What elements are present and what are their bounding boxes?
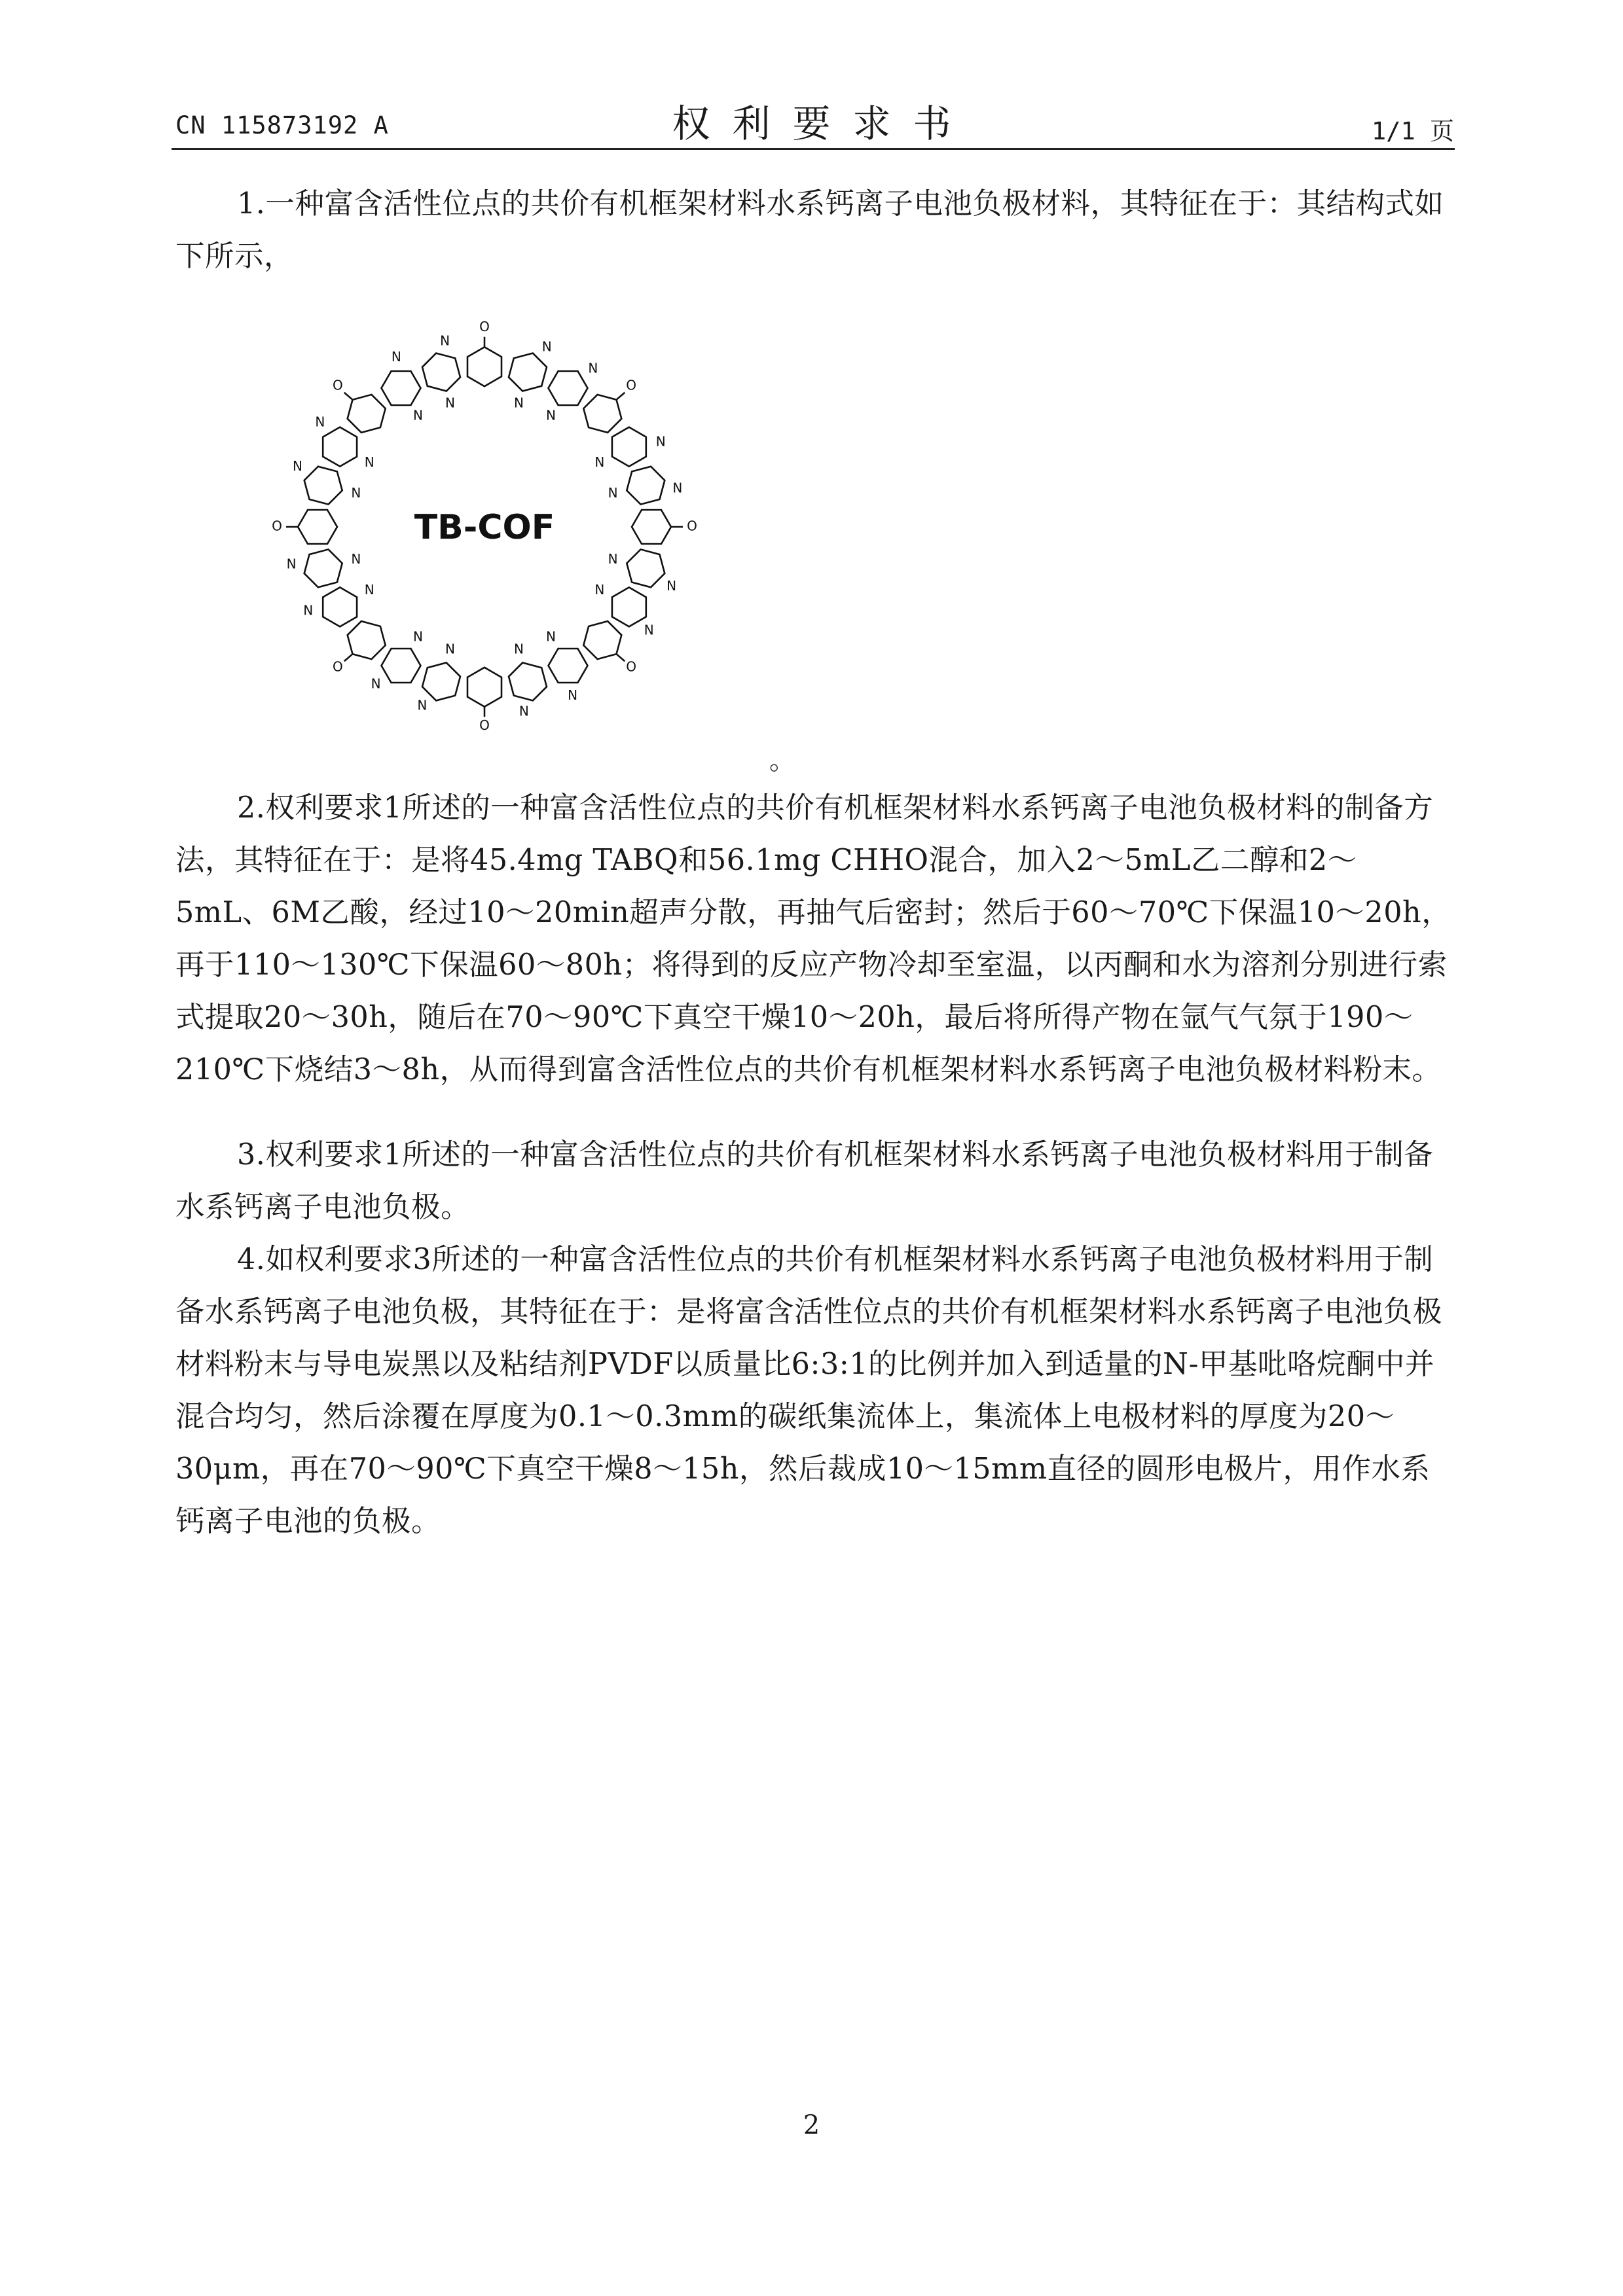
ring-hexagon: [323, 587, 357, 626]
ring-hexagon: [549, 371, 588, 405]
ring-hexagon: [627, 549, 665, 587]
nitrogen-atom-label: N: [514, 641, 524, 657]
cof-structure-svg: [223, 288, 746, 766]
ring-hexagon: [612, 427, 646, 467]
ring-hexagon: [348, 395, 386, 433]
nitrogen-atom-label: N: [655, 433, 666, 450]
ring-hexagon: [422, 663, 460, 701]
carbonyl-bond: [617, 393, 625, 400]
claim-2: 2.权利要求1所述的一种富含活性位点的共价有机框架材料水系钙离子电池负极材料的制备方法，其特征在于：是将45.4mg TABQ和56.1mg CHHO混合，加入2～5mL乙二醇和2～5mL、6M乙酸，经过10～20min超声分散，再抽气后密封；然后于60～70℃下保温10～20h，再于110～130℃下保温60～80h；将得到的反应产物冷却至室温，以丙酮和水为溶剂分别进行索式提取20～30h，随后在70～90℃下真空干燥10～20h，最后将所得产物在氩气气氛于190～210℃下烧结3～8h，从而得到富含活性位点的共价有机框架材料水系钙离子电池负极材料粉末。: [175, 791, 1451, 1086]
nitrogen-atom-label: N: [351, 550, 361, 567]
carbonyl-bond: [617, 654, 625, 661]
nitrogen-atom-label: N: [391, 349, 401, 365]
ring-hexagon: [467, 347, 501, 386]
tb-cof-structure-figure: [223, 288, 746, 766]
nitrogen-atom-label: N: [364, 454, 374, 471]
nitrogen-atom-label: N: [594, 454, 605, 471]
oxygen-atom-label: O: [626, 658, 637, 675]
ring-hexagon: [323, 427, 357, 467]
carbonyl-bond: [344, 393, 353, 400]
ring-hexagon: [382, 649, 421, 683]
nitrogen-atom-label: N: [303, 602, 314, 619]
ring-hexagon: [509, 663, 547, 701]
nitrogen-atom-label: N: [594, 581, 605, 598]
ring-hexagon: [298, 510, 337, 544]
oxygen-atom-label: O: [272, 518, 282, 534]
nitrogen-atom-label: N: [364, 581, 374, 598]
ring-hexagon: [549, 649, 588, 683]
header-divider: [172, 148, 1455, 150]
nitrogen-atom-label: N: [371, 675, 381, 692]
ring-hexagon: [509, 353, 547, 391]
nitrogen-atom-label: N: [315, 414, 325, 430]
claim-3: 3.权利要求1所述的一种富含活性位点的共价有机框架材料水系钙离子电池负极材料用于制备水系钙离子电池负极。: [175, 1138, 1434, 1224]
claim-1: 1.一种富含活性位点的共价有机框架材料水系钙离子电池负极材料，其特征在于：其结构式如下所示，: [175, 187, 1444, 273]
nitrogen-atom-label: N: [666, 577, 677, 594]
page-indicator: 1/1 页: [1371, 117, 1454, 145]
oxygen-atom-label: O: [332, 377, 343, 393]
structure-center-label: TB-COF: [414, 508, 555, 547]
oxygen-atom-label: O: [479, 717, 490, 733]
ring-hexagon: [612, 587, 646, 626]
nitrogen-atom-label: N: [588, 360, 598, 376]
nitrogen-atom-label: N: [351, 485, 361, 501]
nitrogen-atom-label: N: [541, 338, 552, 355]
nitrogen-atom-label: N: [546, 407, 556, 423]
nitrogen-atom-label: N: [286, 556, 297, 572]
nitrogen-atom-label: N: [644, 622, 654, 638]
nitrogen-atom-label: N: [608, 485, 618, 501]
carbonyl-bond: [344, 654, 353, 661]
nitrogen-atom-label: N: [413, 628, 423, 645]
nitrogen-atom-label: N: [672, 480, 683, 496]
nitrogen-atom-label: N: [440, 332, 450, 349]
figure-period: 。: [769, 745, 795, 776]
ring-hexagon: [422, 353, 460, 391]
oxygen-atom-label: O: [479, 319, 490, 335]
patent-number: CN 115873192 A: [175, 111, 389, 139]
ring-hexagon: [632, 510, 671, 544]
nitrogen-atom-label: N: [519, 703, 529, 719]
oxygen-atom-label: O: [332, 658, 343, 675]
ring-hexagon: [467, 668, 501, 707]
nitrogen-atom-label: N: [608, 550, 618, 567]
nitrogen-atom-label: N: [546, 628, 556, 645]
ring-hexagon: [304, 549, 342, 587]
oxygen-atom-label: O: [687, 518, 697, 534]
nitrogen-atom-label: N: [413, 407, 423, 423]
ring-hexagon: [348, 621, 386, 659]
ring-hexagon: [382, 371, 421, 405]
claim-4: 4.如权利要求3所述的一种富含活性位点的共价有机框架材料水系钙离子电池负极材料用于制备水系钙离子电池负极，其特征在于：是将富含活性位点的共价有机框架材料水系钙离子电池负极材料粉末与导电炭黑以及粘结剂PVDF以质量比6:3:1的比例并加入到适量的N-甲基吡咯烷酮中并混合均匀，然后涂覆在厚度为0.1～0.3mm的碳纸集流体上，集流体上电极材料的厚度为20～30μm，再在70～90℃下真空干燥8～15h，然后裁成10～15mm直径的圆形电极片，用作水系钙离子电池的负极。: [175, 1243, 1443, 1538]
page-title: 权利要求书: [672, 101, 974, 146]
nitrogen-atom-label: N: [417, 697, 428, 713]
ring-hexagon: [627, 467, 665, 505]
ring-hexagon: [583, 621, 621, 659]
nitrogen-atom-label: N: [445, 395, 455, 411]
page-number: 2: [803, 2110, 820, 2140]
ring-hexagon: [583, 395, 621, 433]
ring-hexagon: [304, 467, 342, 505]
nitrogen-atom-label: N: [445, 641, 455, 657]
nitrogen-atom-label: N: [568, 687, 578, 703]
nitrogen-atom-label: N: [292, 458, 302, 475]
oxygen-atom-label: O: [626, 377, 637, 393]
nitrogen-atom-label: N: [514, 395, 524, 411]
